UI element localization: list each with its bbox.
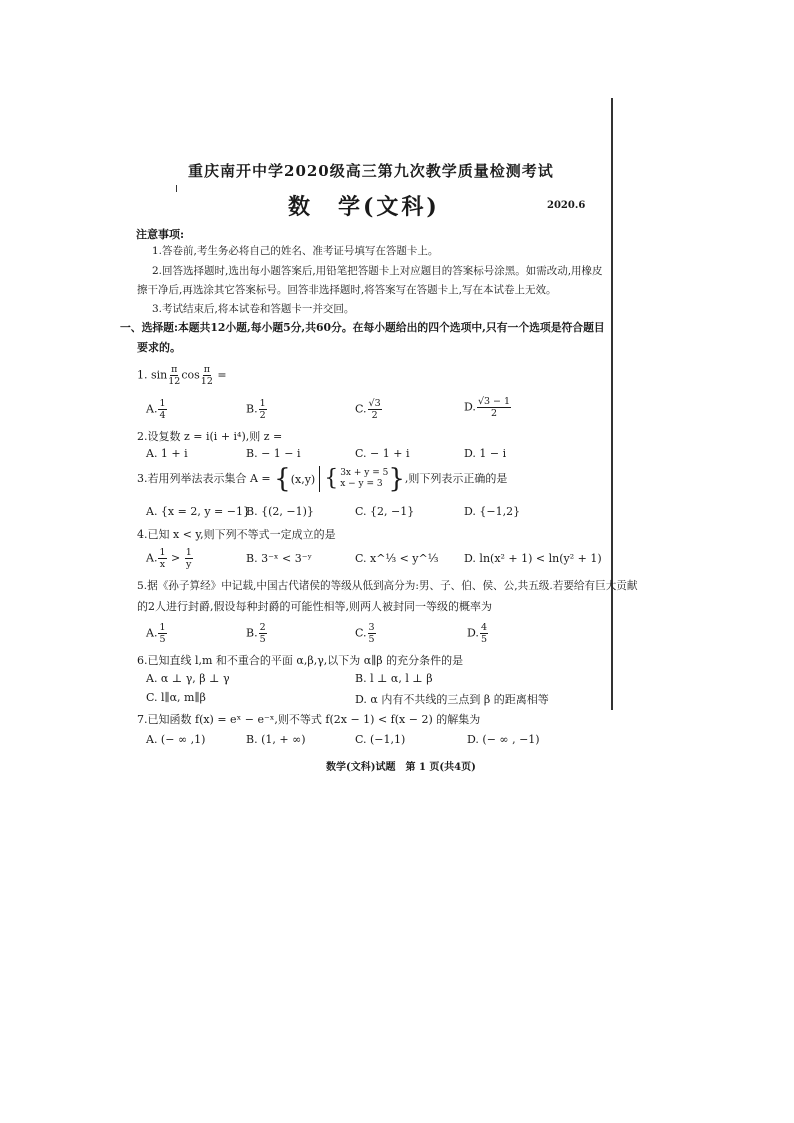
question-1-option-b: B. $\frac{1}{2}$ (246, 398, 266, 421)
question-4-option-d: D. ln(x² + 1) < ln(y² + 1) (464, 552, 602, 565)
question-4-stem: 4.已知 x < y,则下列不等式一定成立的是 (137, 528, 336, 541)
notice-title: 注意事项: (136, 228, 185, 241)
question-2-option-a: A. 1 + i (146, 447, 188, 460)
question-1-option-a: A. $\frac{1}{4}$ (146, 398, 166, 421)
question-6-stem: 6.已知直线 l,m 和不重合的平面 α,β,γ,以下为 α∥β 的充分条件的是 (137, 654, 464, 667)
question-5-option-b: B. $\frac{2}{5}$ (246, 622, 266, 645)
question-3-option-c: C. {2, −1} (355, 505, 415, 518)
question-2-option-b: B. − 1 − i (246, 447, 301, 460)
question-1-stem: 1. sin $\frac{\pi}{12}$ cos $\frac{\pi}{12}$ = (137, 364, 227, 387)
question-4-option-b: B. 3⁻ˣ < 3⁻ʸ (246, 552, 313, 565)
question-2-option-c: C. − 1 + i (355, 447, 410, 460)
exam-date: 2020.6 (547, 200, 586, 211)
question-7-option-c: C. (−1,1) (355, 733, 406, 746)
question-3-option-b: B. {(2, −1)} (246, 505, 314, 518)
section-1-heading-cont: 要求的。 (137, 341, 181, 354)
section-1-heading: 一、选择题:本题共12小题,每小题5分,共60分。在每小题给出的四个选项中,只有一个选项是符合题目 (120, 321, 605, 334)
question-3-option-d: D. {−1,2} (464, 505, 521, 518)
set-builder: { (x,y) { 3x + y = 5 x − y = 3 } (274, 464, 405, 494)
notice-item-1: 1.答卷前,考生务必将自己的姓名、准考证号填写在答题卡上。 (152, 245, 439, 257)
question-3-option-a: A. {x = 2, y = −1} (146, 505, 250, 518)
notice-item-3: 3.考试结束后,将本试卷和答题卡一并交回。 (152, 303, 355, 315)
question-6-option-a: A. α ⊥ γ, β ⊥ γ (146, 672, 230, 685)
question-5-stem: 5.据《孙子算经》中记载,中国古代诸侯的等级从低到高分为:男、子、伯、侯、公,共五级.若要给有巨大贡献 (137, 580, 638, 592)
question-3-stem: 3.若用列举法表示集合 A = { (x,y) { 3x + y = 5 x − y = 3 } ,则下列表示正确的是 (137, 464, 508, 494)
page-edge-rule (611, 98, 613, 710)
page-footer: 数学(文科)试题 第 1 页(共4页) (326, 762, 476, 773)
fraction: $\frac{\pi}{12}$ (168, 364, 181, 387)
exam-title: 重庆南开中学2020级高三第九次教学质量检测考试 (188, 162, 554, 180)
question-5-stem-cont: 的2人进行封爵,假设每种封爵的可能性相等,则两人被封同一等级的概率为 (137, 600, 492, 613)
question-5-option-a: A. $\frac{1}{5}$ (146, 622, 166, 645)
question-6-option-b: B. l ⊥ α, l ⊥ β (355, 672, 433, 685)
question-6-option-c: C. l∥α, m∥β (146, 691, 206, 704)
margin-tick (176, 185, 177, 192)
question-6-option-d: D. α 内有不共线的三点到 β 的距离相等 (355, 693, 549, 706)
question-4-option-c: C. x^⅓ < y^⅓ (355, 552, 439, 565)
question-1-option-c: C. $\frac{√3}{2}$ (355, 398, 381, 421)
question-7-option-b: B. (1, + ∞) (246, 733, 306, 746)
subject-title: 数 学(文科) (288, 194, 440, 220)
question-5-option-d: D. $\frac{4}{5}$ (467, 622, 487, 645)
question-5-option-c: C. $\frac{3}{5}$ (355, 622, 375, 645)
notice-item-2-cont: 擦干净后,再选涂其它答案标号。回答非选择题时,将答案写在答题卡上,写在本试卷上无效。 (137, 284, 557, 296)
question-7-option-d: D. (− ∞ , −1) (467, 733, 540, 746)
question-7-option-a: A. (− ∞ ,1) (146, 733, 206, 746)
question-7-stem: 7.已知函数 f(x) = eˣ − e⁻ˣ,则不等式 f(2x − 1) < f(x − 2) 的解集为 (137, 713, 481, 726)
question-1-option-d: D. $\frac{√3 - 1}{2}$ (464, 396, 511, 419)
notice-item-2: 2.回答选择题时,选出每小题答案后,用铅笔把答题卡上对应题目的答案标号涂黑。如需改动,用橡皮 (152, 265, 603, 277)
question-2-stem: 2.设复数 z = i(i + i⁴),则 z = (137, 430, 283, 443)
fraction: $\frac{\pi}{12}$ (200, 364, 213, 387)
question-4-option-a: A. $\frac{1}{x}$ > $\frac{1}{y}$ (146, 547, 192, 570)
question-2-option-d: D. 1 − i (464, 447, 507, 460)
